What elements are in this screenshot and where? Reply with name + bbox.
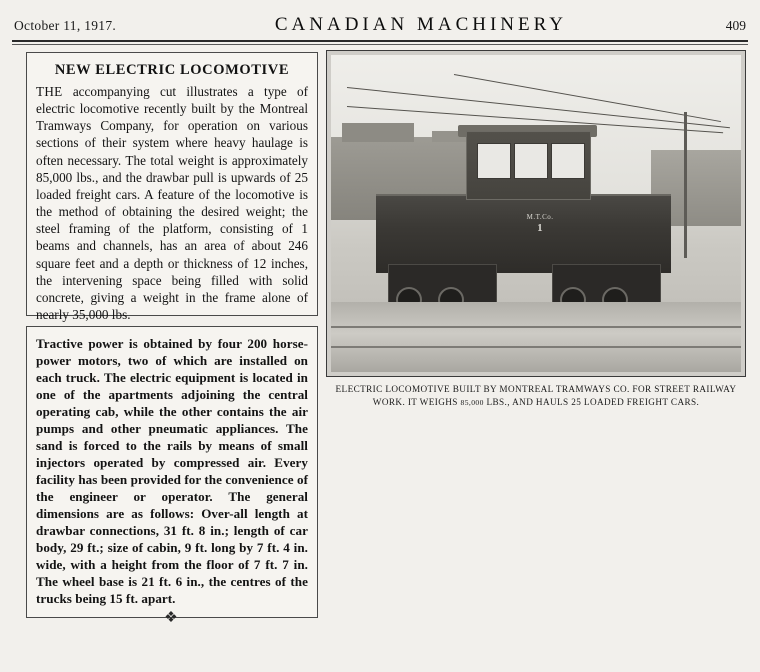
paragraph-lead-word: THE [36, 84, 63, 99]
publication-title: CANADIAN MACHINERY [274, 14, 567, 35]
left-column [26, 52, 316, 618]
catenary-pole [684, 112, 687, 258]
section-ornament: ❖ [164, 610, 180, 626]
caption-weight-value: 85,000 [460, 398, 484, 408]
figure-frame [326, 50, 746, 377]
locomotive-marking [511, 214, 568, 235]
masthead-rule-thin [12, 44, 748, 45]
article-block-secondary [26, 326, 318, 618]
cab-window [477, 143, 511, 180]
track-rail [331, 326, 741, 328]
locomotive-truck-rear [552, 264, 661, 304]
article-paragraph-2: Tractive power is obtained by four 200 horse-power motors, two of which are installed on each truck. The electric equipment is located in one of the apartments adjoining the central operating cab, while the other contains the air pumps and other pneumatic appliances. The sand is forced to the rails by means of small injectors operated by compressed air. Every facility has been provided for the convenience of the engineer or operator. The general dimensions are as follows: Over-all length at drawbar connections, 31 ft. 8 in.; length of car body, 29 ft.; size of cabin, 9 ft. long by 7 ft. 4 in. wide, with a height from the floor of 7 ft. 7 in. The wheel base is 21 ft. 6 in., the centres of the trucks being 15 ft. apart. [36, 336, 308, 607]
article-block-primary [26, 52, 318, 323]
locomotive-truck-front [388, 264, 497, 304]
article-paragraph-1 [36, 83, 308, 323]
masthead-rule [12, 40, 748, 42]
locomotive-cab [466, 131, 591, 200]
cab-window [551, 143, 585, 180]
paragraph-1-text: accompanying cut illustrates a type of electric locomotive recently built by the Montreal Tramways Company, for operation on various sections of their system where heavy haulage is often necessary. The total weight is approximately 85,000 lbs., and the drawbar pull is upwards of 25 loaded freight cars. A feature of the locomotive is the method of obtaining the desired weight; the steel framing of the platform, consisting of 1 beams and channels, has an area of about 246 square feet and a depth or thickness of 12 inches, the intervening space being filled with solid concrete, giving a weight in the frame alone of nearly 35,000 lbs. [36, 84, 308, 323]
caption-line-2-prefix: WORK. IT WEIGHS [372, 397, 461, 408]
track-rail [331, 346, 741, 348]
locomotive-number: 1 [537, 222, 544, 235]
photo-ground [331, 302, 741, 372]
right-column [326, 50, 746, 410]
page-number: 409 [725, 18, 746, 33]
locomotive-photo [331, 55, 741, 372]
locomotive-marking-text: M.T.Co. [526, 212, 554, 221]
article-headline: NEW ELECTRIC LOCOMOTIVE [54, 62, 290, 78]
caption-line-1: ELECTRIC LOCOMOTIVE BUILT BY MONTREAL TRAMWAYS CO. FOR STREET RAILWAY [335, 384, 737, 394]
figure-caption [326, 383, 746, 410]
cab-window [514, 143, 548, 180]
caption-line-2-suffix: LBS., AND HAULS 25 LOADED FREIGHT CARS. [483, 397, 700, 408]
masthead-date: October 11, 1917. [14, 18, 117, 33]
